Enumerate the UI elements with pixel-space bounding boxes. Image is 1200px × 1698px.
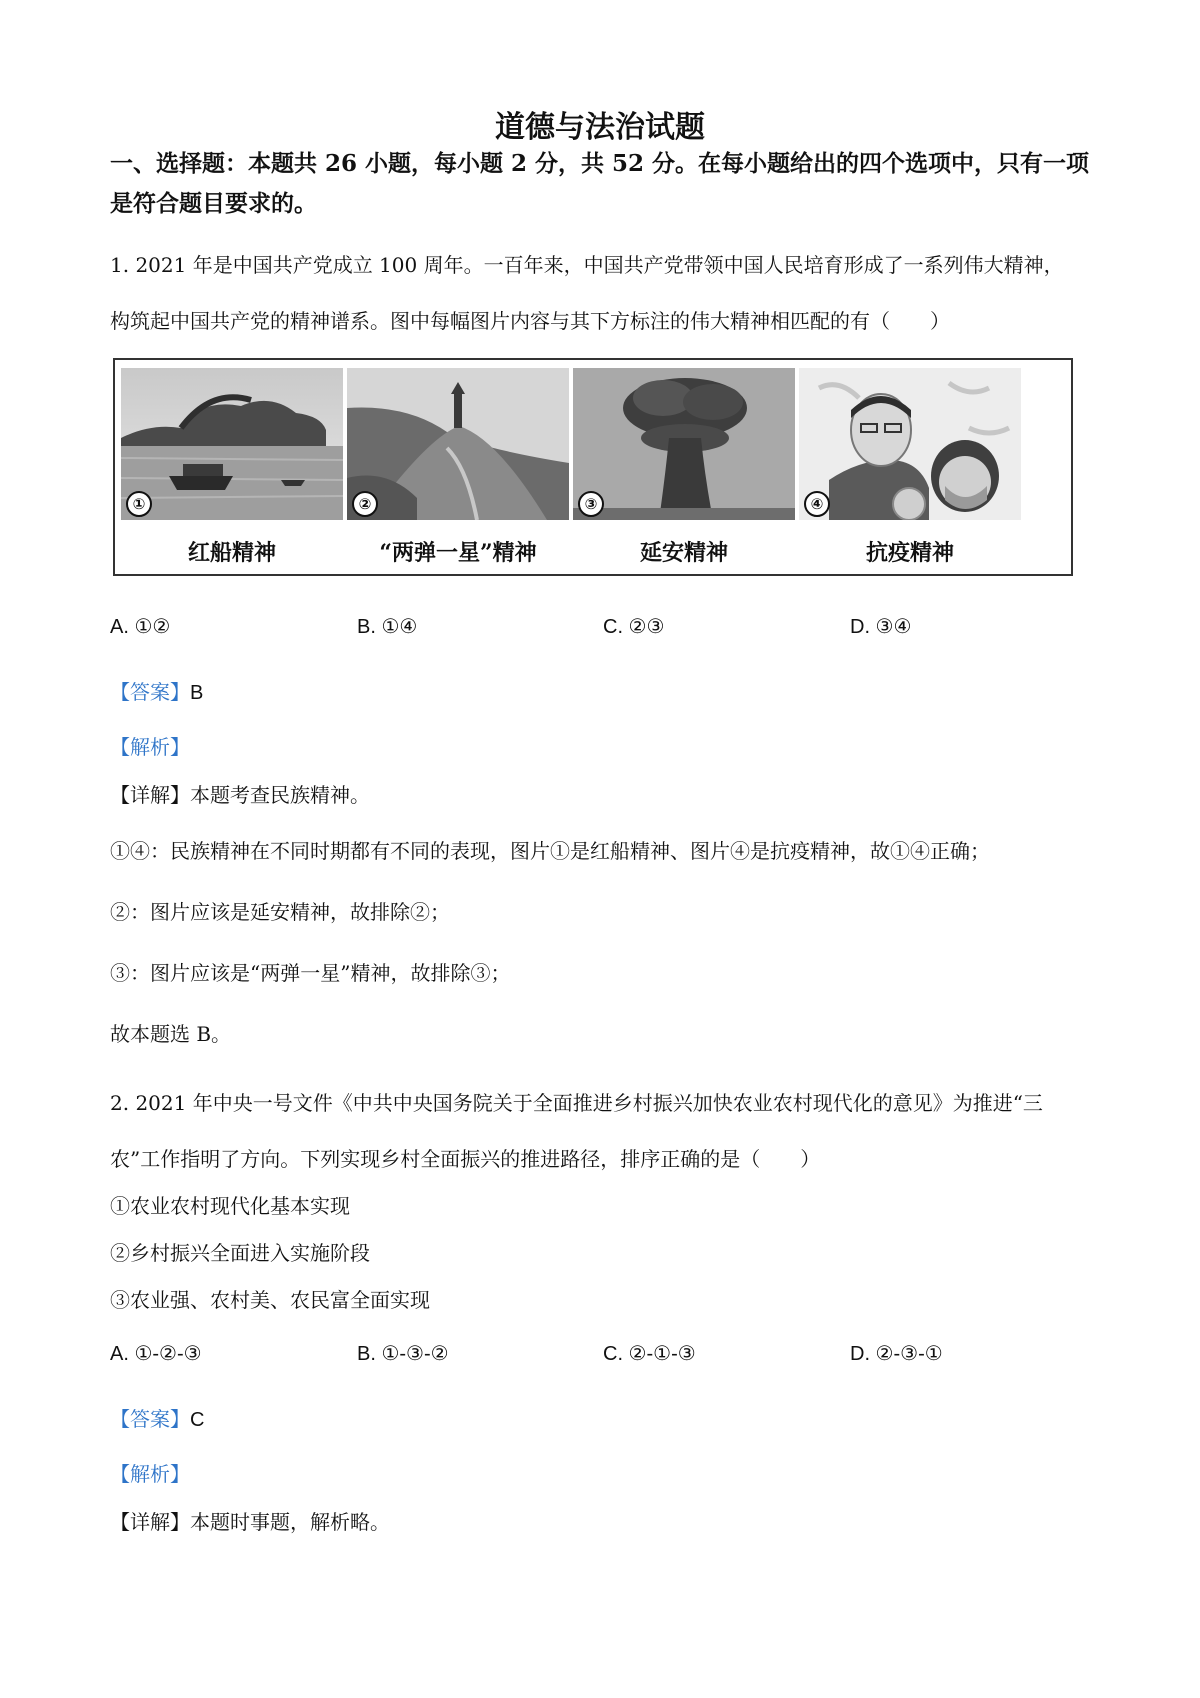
panel-4-number: ④ bbox=[804, 491, 830, 517]
q1-option-a: A. ①② bbox=[110, 616, 171, 638]
figure-panel-1 bbox=[121, 368, 343, 520]
q2-option-d: D. ②-③-① bbox=[850, 1343, 943, 1365]
q1-point-2: ②：图片应该是延安精神，故排除②； bbox=[110, 900, 450, 924]
q1-stem-line-1: 1. 2021 年是中国共产党成立 100 周年。一百年来，中国共产党带领中国人民培育形成了一系列伟大精神， bbox=[110, 253, 1064, 277]
answer-tag: 【答案】 bbox=[110, 680, 190, 704]
section-heading-line-1: 一、选择题：本题共 26 小题，每小题 2 分，共 52 分。在每小题给出的四个选项中，只有一项 bbox=[110, 150, 1090, 177]
q2-analysis-tag: 【解析】 bbox=[110, 1462, 190, 1486]
q1-point-3: ③：图片应该是“两弹一星”精神，故排除③； bbox=[110, 961, 511, 985]
q1-option-c: C. ②③ bbox=[603, 616, 665, 638]
q1-conclusion: 故本题选 B。 bbox=[110, 1022, 232, 1046]
detail-text: 本题时事题，解析略。 bbox=[190, 1510, 390, 1534]
detail-text: 本题考查民族精神。 bbox=[190, 783, 370, 807]
figure-panel-4 bbox=[799, 368, 1021, 520]
q1-stem-line-2: 构筑起中国共产党的精神谱系。图中每幅图片内容与其下方标注的伟大精神相匹配的有（ ） bbox=[110, 309, 950, 333]
document-title: 道德与法治试题 bbox=[495, 110, 705, 145]
detail-tag: 【详解】 bbox=[110, 783, 190, 807]
q2-stem-line-1: 2. 2021 年中央一号文件《中共中央国务院关于全面推进乡村振兴加快农业农村现代化的意见》为推进“三 bbox=[110, 1091, 1043, 1115]
section-heading bbox=[110, 144, 1100, 224]
q1-figure bbox=[113, 358, 1073, 576]
caption-2: “两弹一星”精神 bbox=[379, 540, 537, 566]
panel-2-number: ② bbox=[352, 491, 378, 517]
q2-item-1: ①农业农村现代化基本实现 bbox=[110, 1194, 350, 1218]
q2-item-2: ②乡村振兴全面进入实施阶段 bbox=[110, 1241, 370, 1265]
q2-item-3: ③农业强、农村美、农民富全面实现 bbox=[110, 1288, 430, 1312]
anti-epidemic-picture bbox=[799, 368, 1021, 520]
monument-hill-picture bbox=[347, 368, 569, 520]
q2-detail bbox=[110, 1506, 390, 1535]
figure-panel-3 bbox=[573, 368, 795, 520]
caption-3: 延安精神 bbox=[639, 540, 728, 566]
answer-value: B bbox=[190, 682, 204, 704]
q1-option-d: D. ③④ bbox=[850, 616, 912, 638]
q1-detail bbox=[110, 779, 370, 808]
panel-3-number: ③ bbox=[578, 491, 604, 517]
q1-answer bbox=[110, 676, 203, 705]
mushroom-cloud-picture bbox=[573, 368, 795, 520]
section-heading-line-2: 是符合题目要求的。 bbox=[110, 190, 317, 217]
q2-option-b: B. ①-③-② bbox=[357, 1343, 449, 1365]
q2-option-c: C. ②-①-③ bbox=[603, 1343, 696, 1365]
caption-1: 红船精神 bbox=[187, 540, 276, 566]
caption-4: 抗疫精神 bbox=[865, 540, 954, 566]
q2-stem-line-2: 农”工作指明了方向。下列实现乡村全面振兴的推进路径，排序正确的是（ ） bbox=[110, 1147, 821, 1171]
detail-tag: 【详解】 bbox=[110, 1510, 190, 1534]
q1-option-b: B. ①④ bbox=[357, 616, 418, 638]
panel-1-number: ① bbox=[126, 491, 152, 517]
q2-answer bbox=[110, 1403, 204, 1432]
q1-point-1: ①④：民族精神在不同时期都有不同的表现，图片①是红船精神、图片④是抗疫精神，故①④正确； bbox=[110, 839, 990, 863]
red-boat-picture bbox=[121, 368, 343, 520]
figure-panel-2 bbox=[347, 368, 569, 520]
q2-option-a: A. ①-②-③ bbox=[110, 1343, 202, 1365]
answer-tag: 【答案】 bbox=[110, 1407, 190, 1431]
q1-analysis-tag: 【解析】 bbox=[110, 735, 190, 759]
answer-value: C bbox=[190, 1409, 205, 1431]
